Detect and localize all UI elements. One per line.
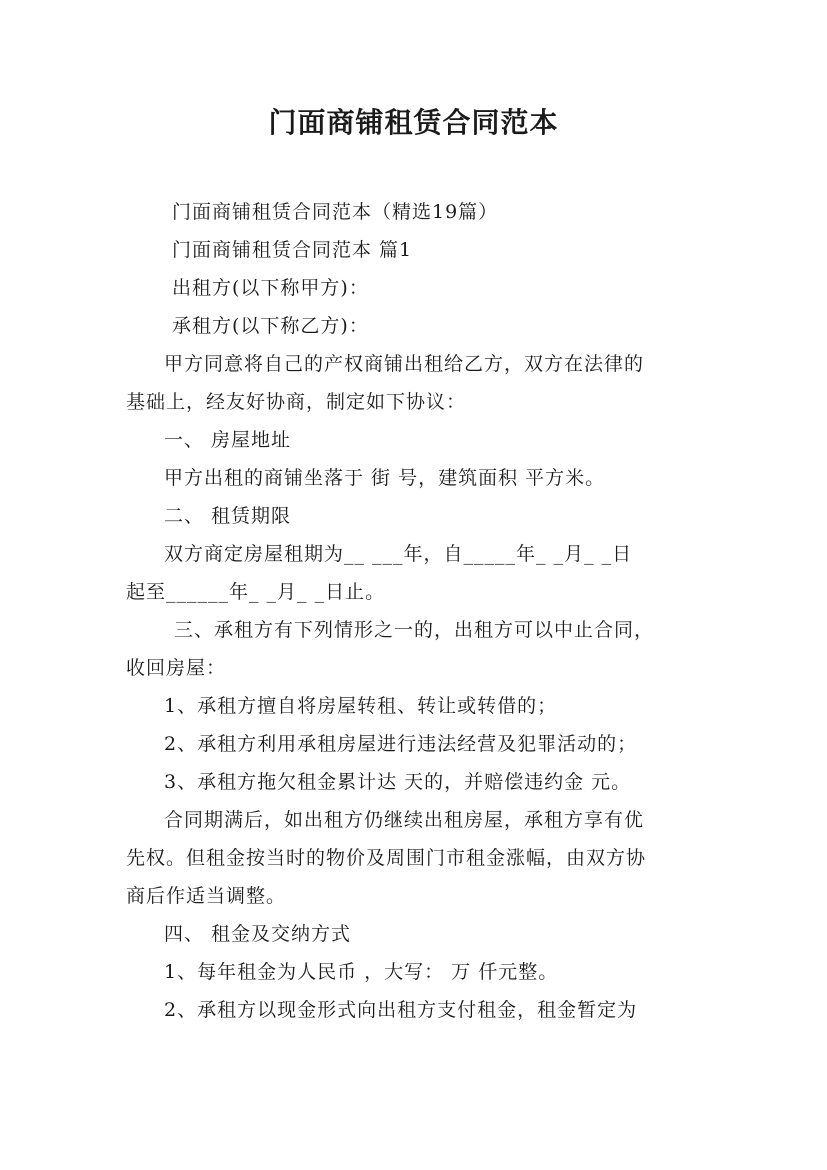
paragraph-line: 甲方出租的商铺坐落于 街 号，建筑面积 平方米。: [164, 467, 606, 489]
list-item: 2、承租方以现金形式向出租方支付租金，租金暂定为: [164, 999, 638, 1021]
paragraph-line: 双方商定房屋租期为__ ___年，自_____年_ _月_ _日: [164, 543, 633, 565]
clause-heading: 四、 租金及交纳方式: [164, 923, 352, 945]
document-title: 门面商铺租赁合同范本: [268, 106, 559, 139]
paragraph-line: 先权。但租金按当时的物价及周围门市租金涨幅，由双方协: [126, 847, 647, 869]
list-item: 3、承租方拖欠租金累计达 天的，并赔偿违约金 元。: [164, 771, 632, 793]
paragraph-line: 收回房屋：: [126, 657, 227, 679]
paragraph-line: 合同期满后，如出租方仍继续出租房屋，承租方享有优: [164, 809, 645, 831]
paragraph-line: 基础上，经友好协商，制定如下协议：: [126, 391, 467, 413]
list-item: 2、承租方利用承租房屋进行违法经营及犯罪活动的；: [164, 733, 638, 755]
clause-heading: 三、承租方有下列情形之一的，出租方可以中止合同，: [174, 619, 655, 641]
paragraph-line: 商后作适当调整。: [126, 885, 287, 907]
clause-heading: 一、 房屋地址: [164, 429, 292, 451]
list-item: 1、承租方擅自将房屋转租、转让或转借的；: [164, 695, 558, 717]
party-a-line: 出租方(以下称甲方)：: [172, 277, 369, 299]
paragraph-line: 起至______年_ _月_ _日止。: [126, 581, 386, 603]
clause-heading: 二、 租赁期限: [164, 505, 292, 527]
paragraph-line: 甲方同意将自己的产权商铺出租给乙方，双方在法律的: [164, 353, 645, 375]
document-body: [126, 193, 708, 1029]
section-heading: 门面商铺租赁合同范本 篇1: [172, 239, 413, 261]
list-item: 1、每年租金为人民币 ，大写： 万 仟元整。: [164, 961, 559, 983]
party-b-line: 承租方(以下称乙方)：: [172, 315, 369, 337]
subtitle-line: 门面商铺租赁合同范本（精选19篇）: [172, 201, 499, 223]
